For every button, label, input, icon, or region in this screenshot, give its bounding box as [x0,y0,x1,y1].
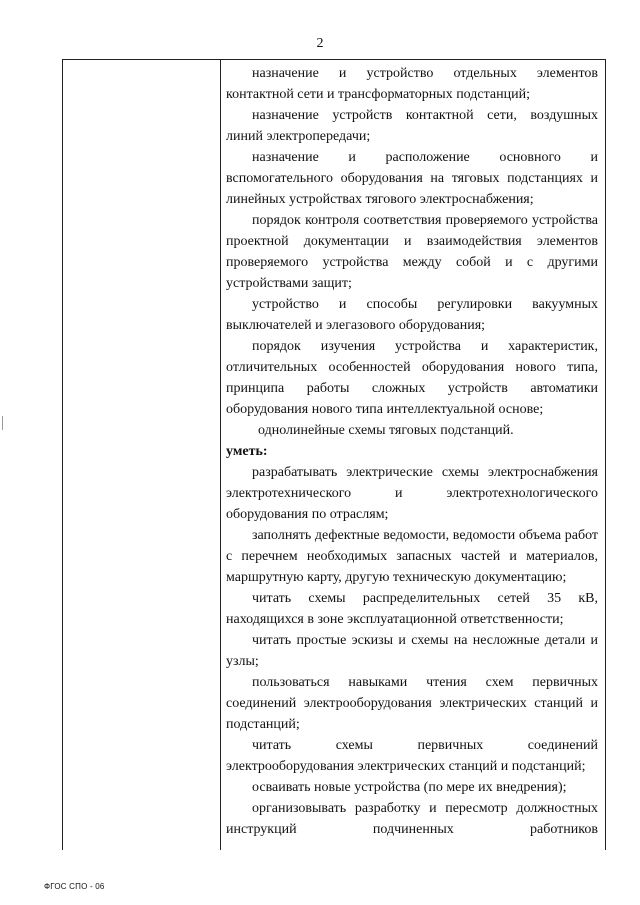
left-column-cell [63,60,220,850]
knowledge-item: назначение устройств контактной сети, воздушных линий электропередачи; [226,108,598,144]
skills-item: читать схемы первичных соединений электрооборудования электрических станций и подстанций; [226,738,598,774]
skills-item: организовывать разработку и пересмотр должностных инструкций подчиненных работников [226,801,598,837]
knowledge-item: порядок контроля соответствия проверяемого устройства проектной документации и взаимодействия элементов проверяемого устройства между собой и с другими устройствами защит; [226,213,598,291]
knowledge-item: устройство и способы регулировки вакуумных выключателей и элегазового оборудования; [226,297,598,333]
skills-item: осваивать новые устройства (по мере их внедрения); [252,780,567,795]
document-table [62,59,606,850]
right-column-cell [226,63,598,840]
knowledge-item: назначение и расположение основного и вспомогательного оборудования на тяговых подстанциях и линейных устройствах тягового электроснабжения; [226,150,598,207]
skills-item: разрабатывать электрические схемы электроснабжения электротехнического и электротехнологического оборудования по отраслям; [226,465,598,522]
footer-code: ФГОС СПО - 06 [44,882,105,891]
skills-item: заполнять дефектные ведомости, ведомости объема работ с перечнем необходимых запасных частей и материалов, маршрутную карту, другую техническую документацию; [226,528,598,585]
skills-item: пользоваться навыками чтения схем первичных соединений электрооборудования электрических станций и подстанций; [226,675,598,732]
knowledge-item: порядок изучения устройства и характеристик, отличительных особенностей оборудования нового типа, принципа работы сложных устройств автоматики оборудования нового типа интеллектуальной основе; [226,339,598,417]
column-divider [220,60,221,850]
scan-mark [2,416,3,430]
page-number: 2 [316,36,324,51]
knowledge-item: однолинейные схемы тяговых подстанций. [258,423,514,438]
skills-item: читать схемы распределительных сетей 35 кВ, находящихся в зоне эксплуатационной ответственности; [226,591,598,627]
skills-heading: уметь: [226,444,268,459]
skills-item: читать простые эскизы и схемы на несложные детали и узлы; [226,633,598,669]
knowledge-item: назначение и устройство отдельных элементов контактной сети и трансформаторных подстанций; [226,66,598,102]
